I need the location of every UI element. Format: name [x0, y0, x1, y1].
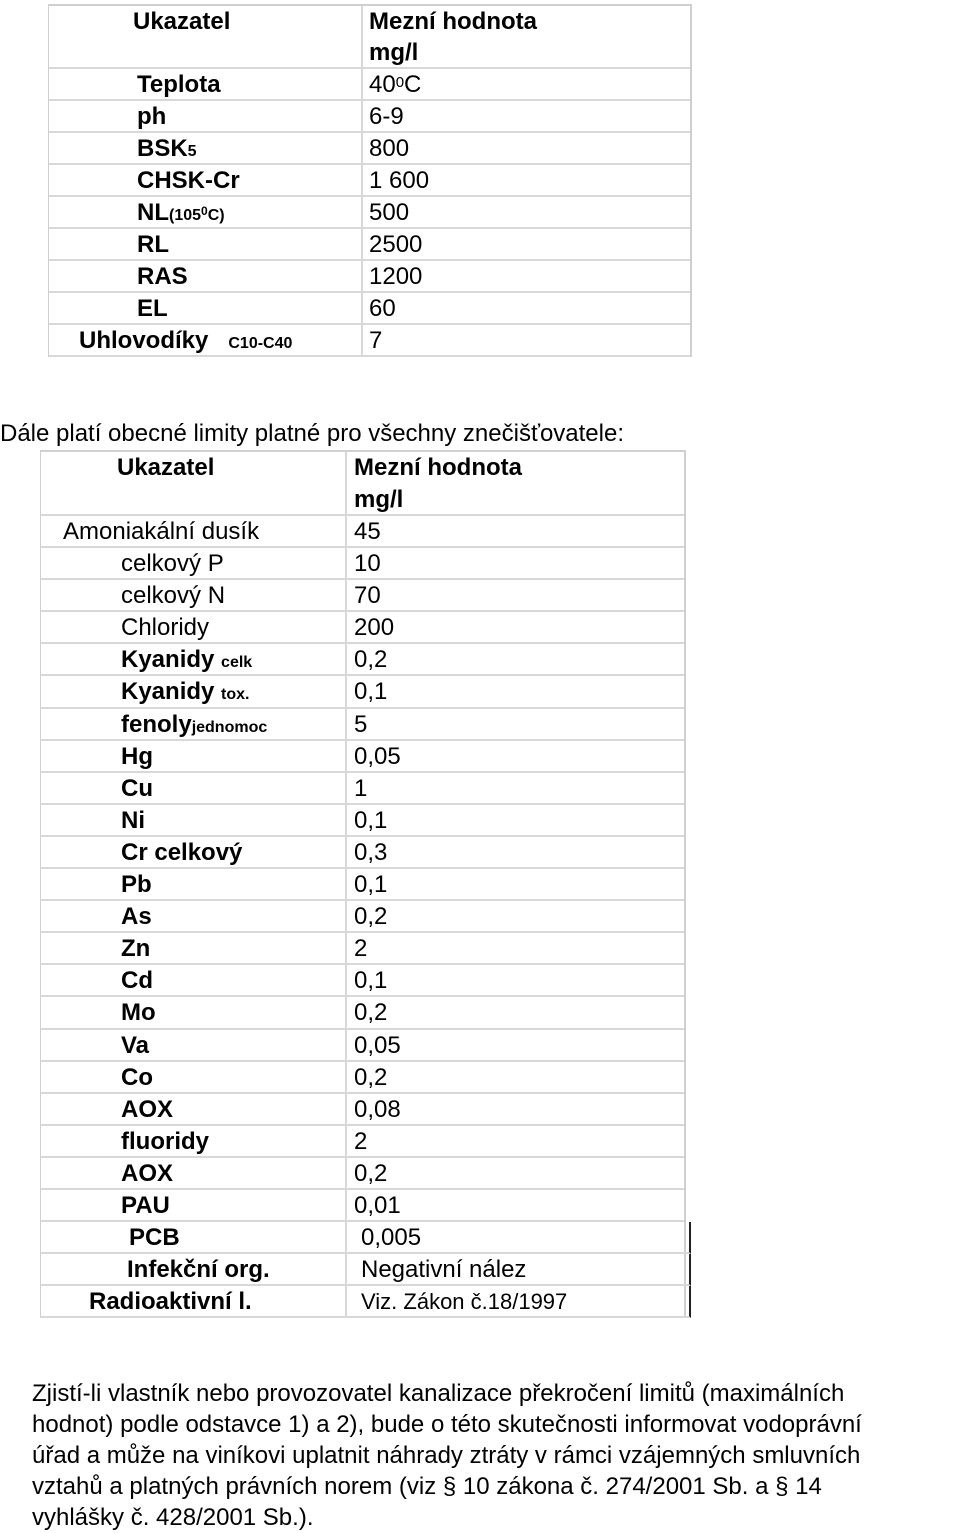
header-indicator: Ukazatel: [133, 8, 231, 35]
paragraph-line: vztahů a platných právních norem (viz § 10 zákona č. 274/2001 Sb. a § 14: [32, 1473, 822, 1500]
paragraph-line: Zjistí-li vlastník nebo provozovatel kanalizace překročení limitů (maximálních: [32, 1380, 845, 1407]
table-row: EL 60: [49, 293, 690, 325]
table-row: ph 6-9: [49, 101, 690, 133]
notice-paragraph: [32, 1378, 960, 1533]
header-unit: mg/l: [354, 486, 404, 513]
header-unit: mg/l: [369, 39, 419, 66]
table-row: Kyanidy celk 0,2: [41, 644, 684, 676]
table-row: As 0,2: [41, 901, 684, 933]
table-row: Co 0,2: [41, 1062, 684, 1094]
table-row: Kyanidy tox. 0,1: [41, 676, 684, 708]
table-row: Amoniakální dusík 45: [41, 516, 684, 548]
table-row: CHSK-Cr 1 600: [49, 165, 690, 197]
table-row: Cu 1: [41, 773, 684, 805]
limits-table-1: [48, 4, 692, 357]
table-row: Radioaktivní l. Viz. Zákon č.18/1997: [41, 1286, 691, 1318]
table-row: $NL(105^0C)$ 500: [49, 197, 690, 229]
table-row: Uhlovodíky C10-C40 7: [49, 325, 690, 357]
table-row: Mo 0,2: [41, 997, 684, 1029]
limits-table-2: [40, 450, 686, 1318]
table-header: [41, 452, 684, 516]
table-row: Teplota $40^0C$: [49, 69, 690, 101]
table-row: fenolyjednomoc 5: [41, 709, 684, 741]
table-header: [49, 6, 690, 69]
header-indicator: Ukazatel: [117, 454, 215, 481]
table-row: PAU 0,01: [41, 1190, 684, 1222]
table-row: Infekční org. Negativní nález: [41, 1254, 691, 1286]
table-row: celkový N 70: [41, 580, 684, 612]
table-row: Cd 0,1: [41, 965, 684, 997]
table-row: RL 2500: [49, 229, 690, 261]
table-row: celkový P 10: [41, 548, 684, 580]
table-row: Ni 0,1: [41, 805, 684, 837]
table-row: PCB 0,005: [41, 1222, 691, 1254]
table-row: RAS 1200: [49, 261, 690, 293]
table-row: Va 0,05: [41, 1030, 684, 1062]
paragraph-line: úřad a může na viníkovi uplatnit náhrady ztráty v rámci vzájemných smluvních: [32, 1442, 861, 1469]
paragraph-line: vyhlášky č. 428/2001 Sb.).: [32, 1504, 314, 1531]
table-row: Hg 0,05: [41, 741, 684, 773]
table-row: AOX 0,08: [41, 1094, 684, 1126]
general-limits-intro: Dále platí obecné limity platné pro všechny znečišťovatele:: [0, 420, 624, 447]
paragraph-line: hodnot) podle odstavce 1) a 2), bude o této skutečnosti informovat vodoprávní: [32, 1411, 862, 1438]
table-row: Cr celkový 0,3: [41, 837, 684, 869]
table-row: fluoridy 2: [41, 1126, 684, 1158]
table-row: AOX 0,2: [41, 1158, 684, 1190]
table-row: Pb 0,1: [41, 869, 684, 901]
table-row: BSK5 800: [49, 133, 690, 165]
table-row: Chloridy 200: [41, 612, 684, 644]
header-limit: Mezní hodnota: [369, 8, 537, 35]
header-limit: Mezní hodnota: [354, 454, 522, 481]
table-row: Zn 2: [41, 933, 684, 965]
